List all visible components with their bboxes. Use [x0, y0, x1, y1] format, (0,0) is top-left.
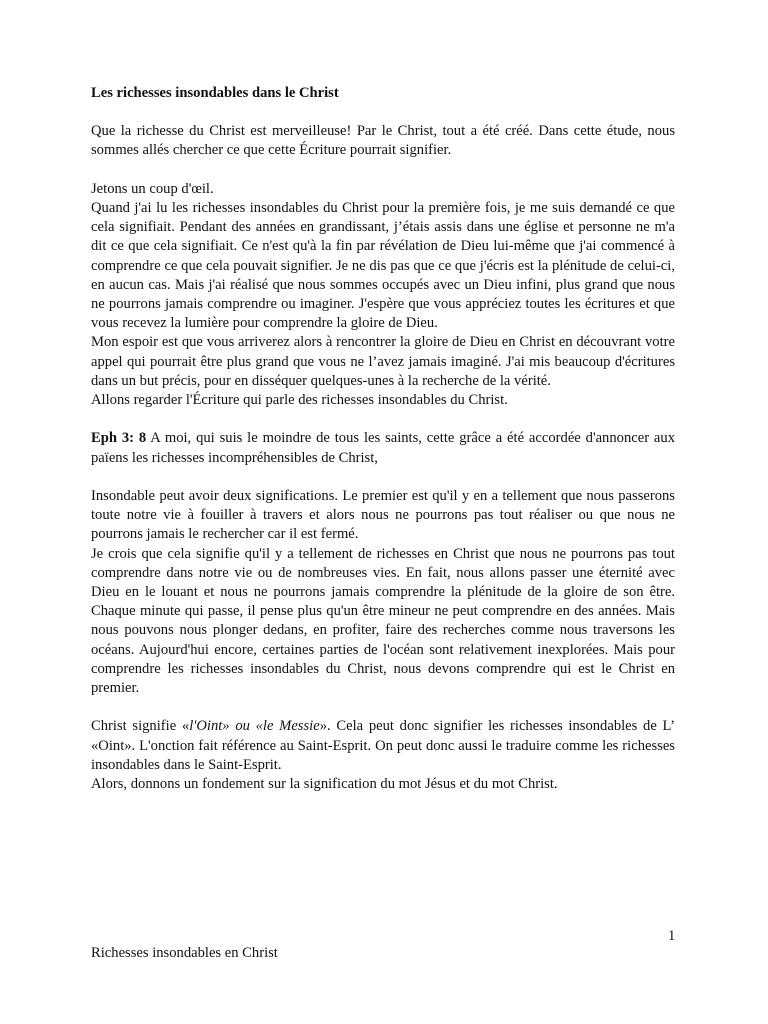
- paragraph-verse: [91, 429, 675, 467]
- christ-text-b: ». Cela peut donc signifier les richesses insondables de L’ «Oint». L'onction fait référence au Saint-Esprit. On peut donc aussi le traduire comme les richesses insondables dans le Saint-Esprit.: [91, 718, 675, 773]
- verse-reference: Eph 3: 8: [91, 430, 147, 447]
- verse-text: A moi, qui suis le moindre de tous les saints, cette grâce a été accordée d'annoncer aux païens les richesses incompréhensibles de Christ,: [91, 430, 675, 466]
- paragraph-intro: Que la richesse du Christ est merveilleuse! Par le Christ, tout a été créé. Dans cette étude, nous sommes allés chercher ce que cette Écriture pourrait signifier.: [91, 123, 675, 159]
- paragraph-first-read: Quand j'ai lu les richesses insondables du Christ pour la première fois, je me suis demandé ce que cela signifiait. Pendant des années en grandissant, j’étais assis dans une église et personne ne m'a dit ce que cela signifiait. Ce n'est qu'à la fin par révélation de Dieu lui-même que j'ai commencé à comprendre ce que cela pouvait signifier. Je ne dis pas que ce que j'écris est la plénitude de celui-ci, en aucun cas. Mais j'ai réalisé que nous sommes occupés avec un Dieu infini, plus grand que nous ne pourrons jamais comprendre ou imaginer. J'espère que vous appréciez toutes les écritures et que vous recevez la lumière pour comprendre la gloire de Dieu.: [91, 200, 675, 332]
- christ-text-italic: l'Oint» ou «le Messie: [189, 718, 320, 735]
- paragraph-lets-look: Allons regarder l'Écriture qui parle des richesses insondables du Christ.: [91, 392, 508, 409]
- paragraph-christ-meaning: [91, 717, 675, 775]
- page-footer: Richesses insondables en Christ: [91, 945, 278, 961]
- paragraph-hope: Mon espoir est que vous arriverez alors à rencontrer la gloire de Dieu en Christ en découvrant votre appel qui pourrait être plus grand que vous ne l’avez jamais imaginé. J'ai mis beaucoup d'écritures dans un but précis, pour en disséquer quelques-unes à la recherche de la vérité.: [91, 334, 675, 389]
- paragraph-foundation: Alors, donnons un fondement sur la signification du mot Jésus et du mot Christ.: [91, 776, 558, 793]
- paragraph-meanings: Insondable peut avoir deux significations. Le premier est qu'il y en a tellement que nous passerons toute notre vie à fouiller à travers et alors nous ne pourrons pas tout réaliser ou que nous ne pourrons jamais le rechercher car il est fermé.: [91, 488, 675, 543]
- christ-text-a: Christ signifie «: [91, 718, 190, 735]
- document-title: Les richesses insondables dans le Christ: [91, 85, 339, 101]
- page-number: 1: [668, 928, 676, 944]
- paragraph-belief: Je crois que cela signifie qu'il y a tellement de richesses en Christ que nous ne pourrons pas tout comprendre dans notre vie ou de nombreuses vies. En fait, nous allons passer une éternité avec Dieu en le louant et nous ne pourrons jamais comprendre la plénitude de la gloire de son être. Chaque minute qui passe, il pense plus qu'un être mineur ne peut comprendre en des années. Mais nous pouvons nous plonger dedans, en profiter, faire des recherches comme nous traversons les océans. Aujourd'hui encore, certaines parties de l'océan sont relativement inexplorées. Mais pour comprendre les richesses insondables du Christ, nous devons comprendre qui est le Christ en premier.: [91, 545, 675, 697]
- paragraph-glance: Jetons un coup d'œil.: [91, 180, 214, 197]
- document-body: [91, 84, 675, 794]
